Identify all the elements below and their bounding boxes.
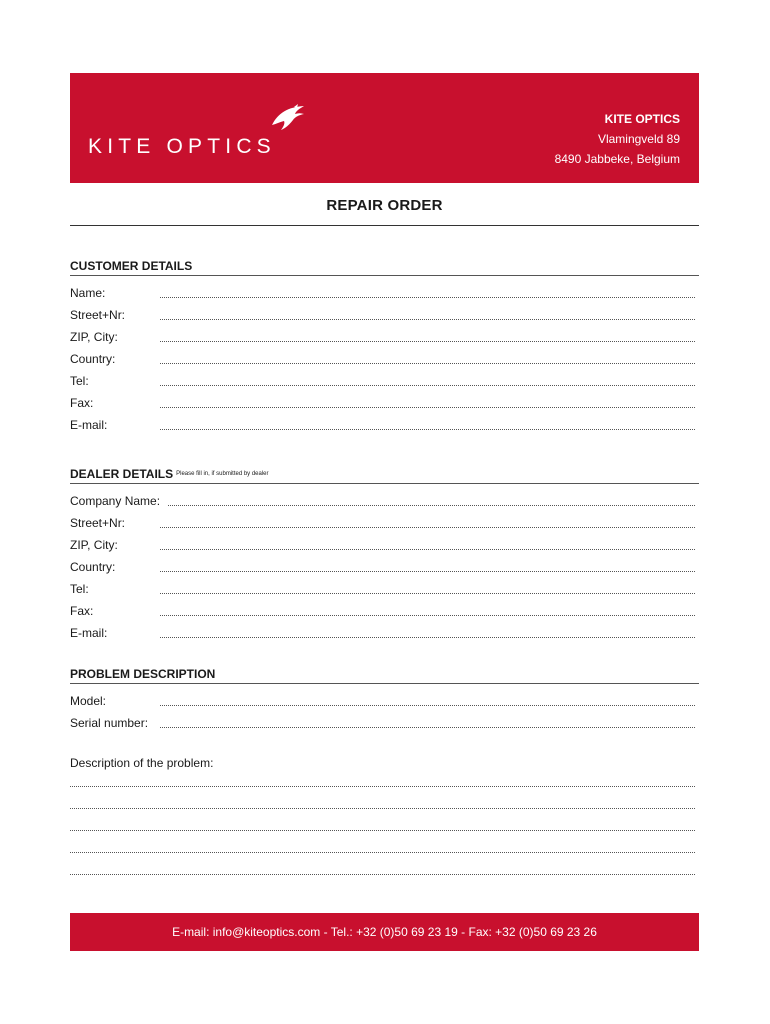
- fill-line[interactable]: [160, 428, 695, 430]
- dealer-company-field[interactable]: [70, 490, 699, 512]
- customer-name-field[interactable]: [70, 282, 699, 304]
- field-label: Fax:: [70, 396, 94, 410]
- fill-line[interactable]: [70, 852, 695, 853]
- dealer-fax-field[interactable]: [70, 600, 699, 622]
- field-label: Company Name:: [70, 494, 161, 508]
- customer-street-field[interactable]: [70, 304, 699, 326]
- serial-number-field[interactable]: [70, 712, 699, 734]
- field-label: E-mail:: [70, 626, 108, 640]
- fill-line[interactable]: [160, 296, 695, 298]
- description-label: Description of the problem:: [70, 756, 214, 770]
- fill-line[interactable]: [160, 726, 695, 728]
- fill-line[interactable]: [168, 504, 695, 506]
- field-label: Fax:: [70, 604, 94, 618]
- description-line[interactable]: [70, 795, 699, 817]
- fill-line[interactable]: [160, 340, 695, 342]
- description-line[interactable]: [70, 861, 699, 883]
- field-label: Country:: [70, 560, 116, 574]
- description-line[interactable]: [70, 817, 699, 839]
- dealer-country-field[interactable]: [70, 556, 699, 578]
- fill-line[interactable]: [160, 384, 695, 386]
- description-label-row: [70, 756, 699, 773]
- model-field[interactable]: [70, 690, 699, 712]
- field-label: ZIP, City:: [70, 538, 118, 552]
- dealer-note: Please fill in, if submitted by dealer: [176, 471, 269, 478]
- dealer-street-field[interactable]: [70, 512, 699, 534]
- fill-line[interactable]: [160, 570, 695, 572]
- fill-line[interactable]: [160, 526, 695, 528]
- company-name: KITE OPTICS: [604, 112, 680, 126]
- fill-line[interactable]: [160, 614, 695, 616]
- field-label: Street+Nr:: [70, 516, 126, 530]
- fill-line[interactable]: [160, 362, 695, 364]
- problem-description-section: [70, 667, 699, 883]
- customer-fax-field[interactable]: [70, 392, 699, 414]
- dealer-email-field[interactable]: [70, 622, 699, 644]
- problem-description-heading: PROBLEM DESCRIPTION: [70, 667, 699, 684]
- field-label: Tel:: [70, 582, 89, 596]
- field-label: Country:: [70, 352, 116, 366]
- logo-wordmark: KITE OPTICS: [88, 135, 276, 158]
- field-label: Serial number:: [70, 716, 149, 730]
- fill-line[interactable]: [70, 808, 695, 809]
- field-label: Model:: [70, 694, 107, 708]
- field-label: E-mail:: [70, 418, 108, 432]
- customer-details-section: [70, 259, 699, 436]
- fill-line[interactable]: [70, 874, 695, 875]
- field-label: Name:: [70, 286, 106, 300]
- dealer-heading-text: DEALER DETAILS: [70, 467, 174, 481]
- customer-zip-city-field[interactable]: [70, 326, 699, 348]
- footer-contact: E-mail: info@kiteoptics.com - Tel.: +32 (0)50 69 23 19 - Fax: +32 (0)50 69 23 26: [172, 925, 597, 939]
- description-line[interactable]: [70, 839, 699, 861]
- kite-bird-icon: [268, 103, 308, 133]
- fill-line[interactable]: [160, 704, 695, 706]
- field-label: Street+Nr:: [70, 308, 126, 322]
- fill-line[interactable]: [160, 592, 695, 594]
- field-label: Tel:: [70, 374, 89, 388]
- company-address: [555, 109, 680, 169]
- fill-line[interactable]: [160, 636, 695, 638]
- footer-banner: [70, 913, 699, 951]
- dealer-details-heading: [70, 467, 699, 484]
- customer-tel-field[interactable]: [70, 370, 699, 392]
- title-divider: [70, 225, 699, 226]
- field-label: ZIP, City:: [70, 330, 118, 344]
- dealer-details-section: [70, 467, 699, 644]
- page-title: REPAIR ORDER: [326, 197, 443, 214]
- fill-line[interactable]: [160, 318, 695, 320]
- fill-line[interactable]: [70, 786, 695, 787]
- description-line[interactable]: [70, 773, 699, 795]
- fill-line[interactable]: [160, 406, 695, 408]
- dealer-zip-city-field[interactable]: [70, 534, 699, 556]
- company-street: Vlamingveld 89: [597, 132, 680, 146]
- dealer-tel-field[interactable]: [70, 578, 699, 600]
- fill-line[interactable]: [70, 830, 695, 831]
- customer-email-field[interactable]: [70, 414, 699, 436]
- kite-optics-logo: [88, 101, 288, 161]
- header-banner: [70, 73, 699, 183]
- company-city: 8490 Jabbeke, Belgium: [554, 152, 680, 166]
- customer-details-heading: CUSTOMER DETAILS: [70, 259, 699, 276]
- fill-line[interactable]: [160, 548, 695, 550]
- customer-country-field[interactable]: [70, 348, 699, 370]
